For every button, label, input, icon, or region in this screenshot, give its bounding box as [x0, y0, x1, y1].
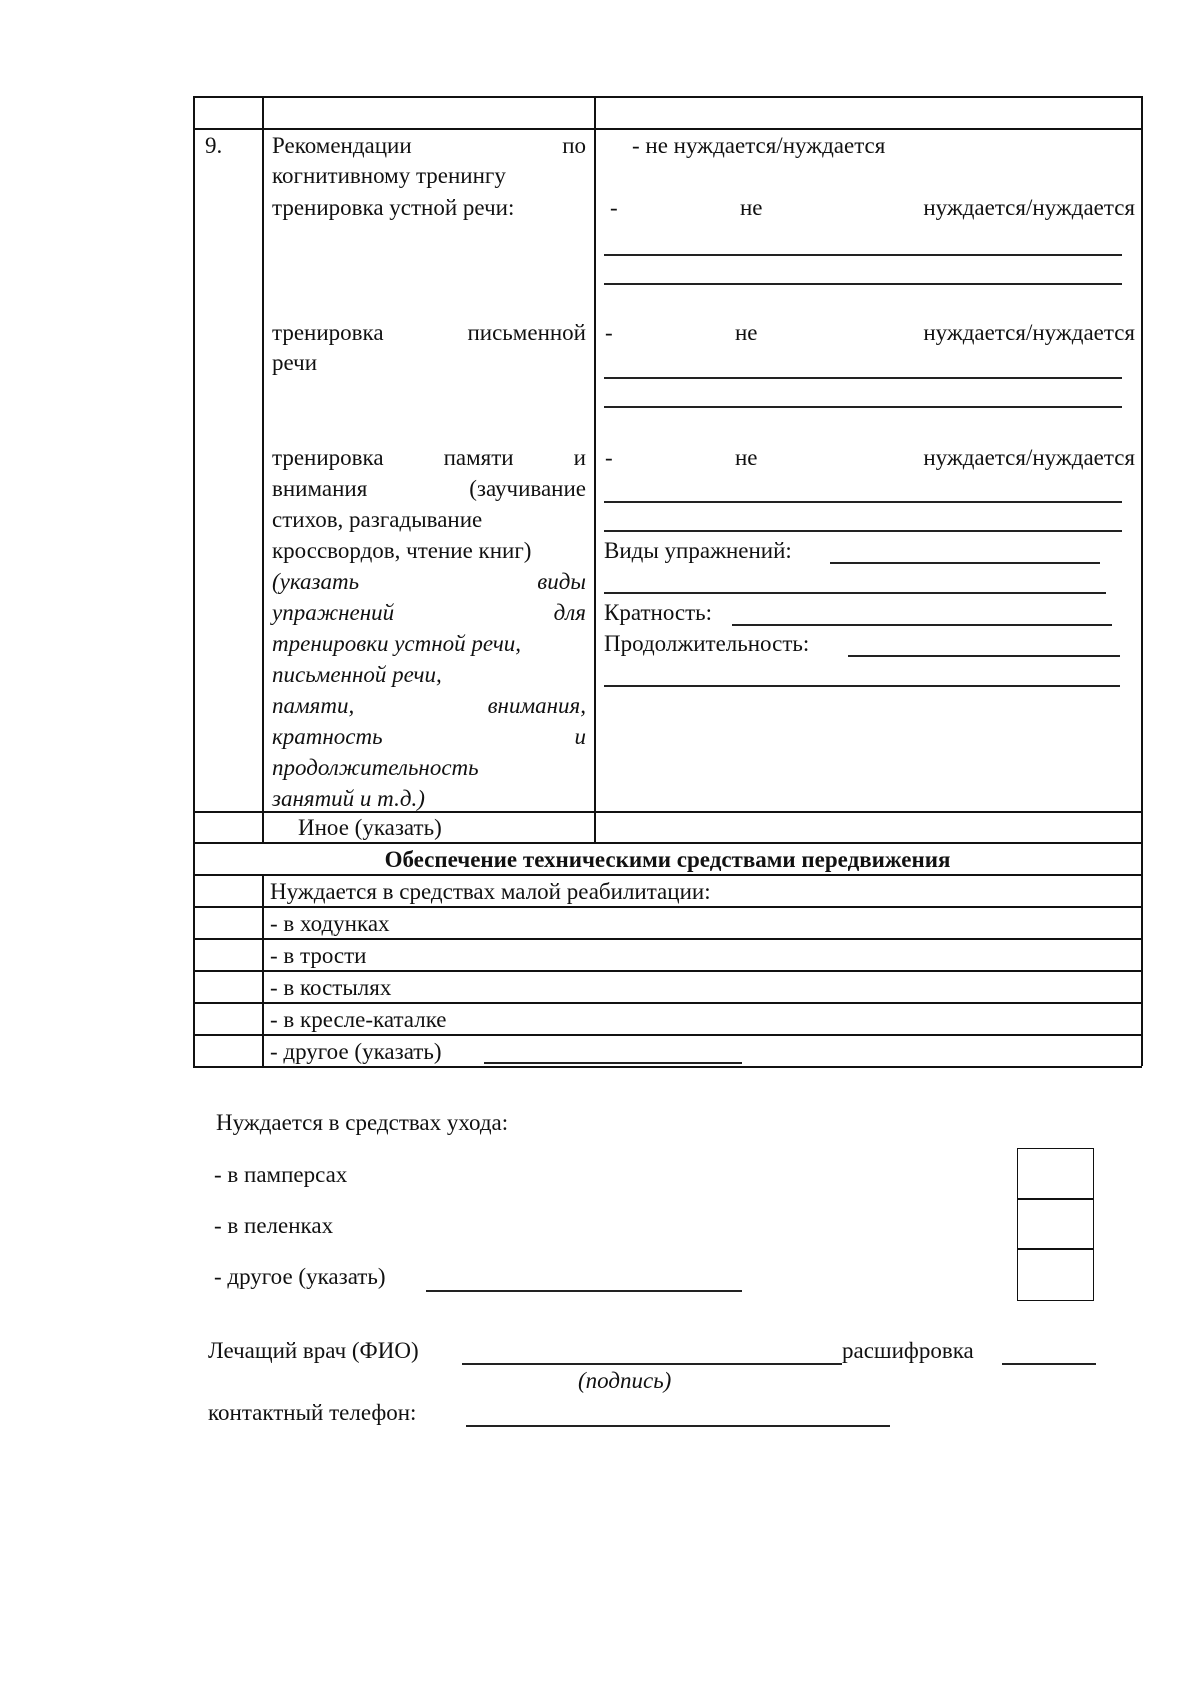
care-item-diapers: - в памперсах	[214, 1162, 348, 1187]
mobility-header: Нуждается в средствах малой реабилитации:	[270, 879, 711, 904]
multiplicity-field[interactable]	[732, 624, 1112, 626]
doctor-signature-field[interactable]	[462, 1363, 842, 1365]
memory-training-label-line4: кроссвордов, чтение книг)	[272, 538, 532, 563]
row-divider	[193, 128, 1142, 130]
doctor-label: Лечащий врач (ФИО)	[208, 1338, 419, 1363]
mobility-item-wheelchair: - в кресле-каталке	[270, 1007, 447, 1032]
mobility-item-crutches: - в костылях	[270, 975, 392, 1000]
mobility-item-other: - другое (указать)	[270, 1039, 442, 1064]
hint-line: упражнений для	[272, 600, 586, 625]
row-divider	[193, 842, 1142, 844]
care-item-other: - другое (указать)	[214, 1264, 386, 1289]
memory-note-line[interactable]	[604, 501, 1122, 503]
mobility-item-walker: - в ходунках	[270, 911, 390, 936]
memory-training-label-line3: стихов, разгадывание	[272, 507, 483, 532]
row-divider	[193, 970, 1142, 972]
row-divider	[193, 938, 1142, 940]
hint-line: тренировки устной речи,	[272, 631, 522, 656]
care-header: Нуждается в средствах ухода:	[216, 1110, 509, 1135]
oral-training-label: тренировка устной речи:	[272, 195, 515, 220]
hint-line: продолжительность	[272, 755, 479, 780]
hint-line: памяти, внимания,	[272, 693, 586, 718]
written-note-line[interactable]	[604, 377, 1122, 379]
phone-label: контактный телефон:	[208, 1400, 417, 1425]
hint-line: (указать виды	[272, 569, 586, 594]
exercises-label: Виды упражнений:	[604, 538, 792, 563]
other-row-label: Иное (указать)	[298, 815, 442, 840]
written-training-label-line2: речи	[272, 350, 318, 375]
written-training-label: тренировка письменной	[272, 320, 586, 345]
care-other-field[interactable]	[426, 1290, 742, 1292]
care-checkbox-underpads[interactable]	[1017, 1198, 1094, 1250]
recs-title-line2: когнитивному тренингу	[272, 163, 506, 188]
memory-training-label-line2: внимания (заучивание	[272, 476, 586, 501]
col-divider-1	[262, 96, 264, 842]
memory-note-line[interactable]	[604, 530, 1122, 532]
row-divider	[193, 874, 1142, 876]
cognitive-need-status: - не нуждается/нуждается	[632, 133, 886, 158]
row-divider	[193, 906, 1142, 908]
multiplicity-label: Кратность:	[604, 600, 713, 625]
exercises-field[interactable]	[830, 562, 1100, 564]
table-border-right	[1141, 96, 1143, 1066]
decode-field[interactable]	[1002, 1363, 1096, 1365]
col-divider-2	[594, 96, 596, 842]
row-divider	[193, 1002, 1142, 1004]
table-border-left	[193, 96, 195, 1066]
oral-note-line[interactable]	[604, 283, 1122, 285]
written-note-line[interactable]	[604, 406, 1122, 408]
hint-line: занятий и т.д.)	[272, 786, 425, 811]
care-item-underpads: - в пеленках	[214, 1213, 334, 1238]
decode-label: расшифровка	[842, 1338, 974, 1363]
signature-hint: (подпись)	[578, 1368, 672, 1393]
mobility-item-cane: - в трости	[270, 943, 367, 968]
row-divider	[193, 1034, 1142, 1036]
recs-title: Рекомендации по	[272, 133, 586, 158]
oral-note-line[interactable]	[604, 254, 1122, 256]
table-border-top	[193, 96, 1142, 98]
phone-field[interactable]	[466, 1425, 890, 1427]
section-title: Обеспечение техническими средствами передвижения	[384, 847, 951, 872]
care-checkbox-diapers[interactable]	[1017, 1148, 1094, 1200]
memory-training-label: тренировка памяти и	[272, 445, 586, 470]
duration-field[interactable]	[848, 655, 1120, 657]
mobility-other-field[interactable]	[484, 1062, 742, 1064]
duration-field-line2[interactable]	[604, 685, 1120, 687]
exercises-field-line2[interactable]	[604, 592, 1106, 594]
hint-line: кратность и	[272, 724, 586, 749]
duration-label: Продолжительность:	[604, 631, 810, 656]
col-divider-1	[262, 874, 264, 1066]
hint-line: письменной речи,	[272, 662, 442, 687]
care-checkbox-other[interactable]	[1017, 1248, 1094, 1301]
table-border-bottom	[193, 1066, 1142, 1068]
row-number: 9.	[205, 133, 223, 158]
